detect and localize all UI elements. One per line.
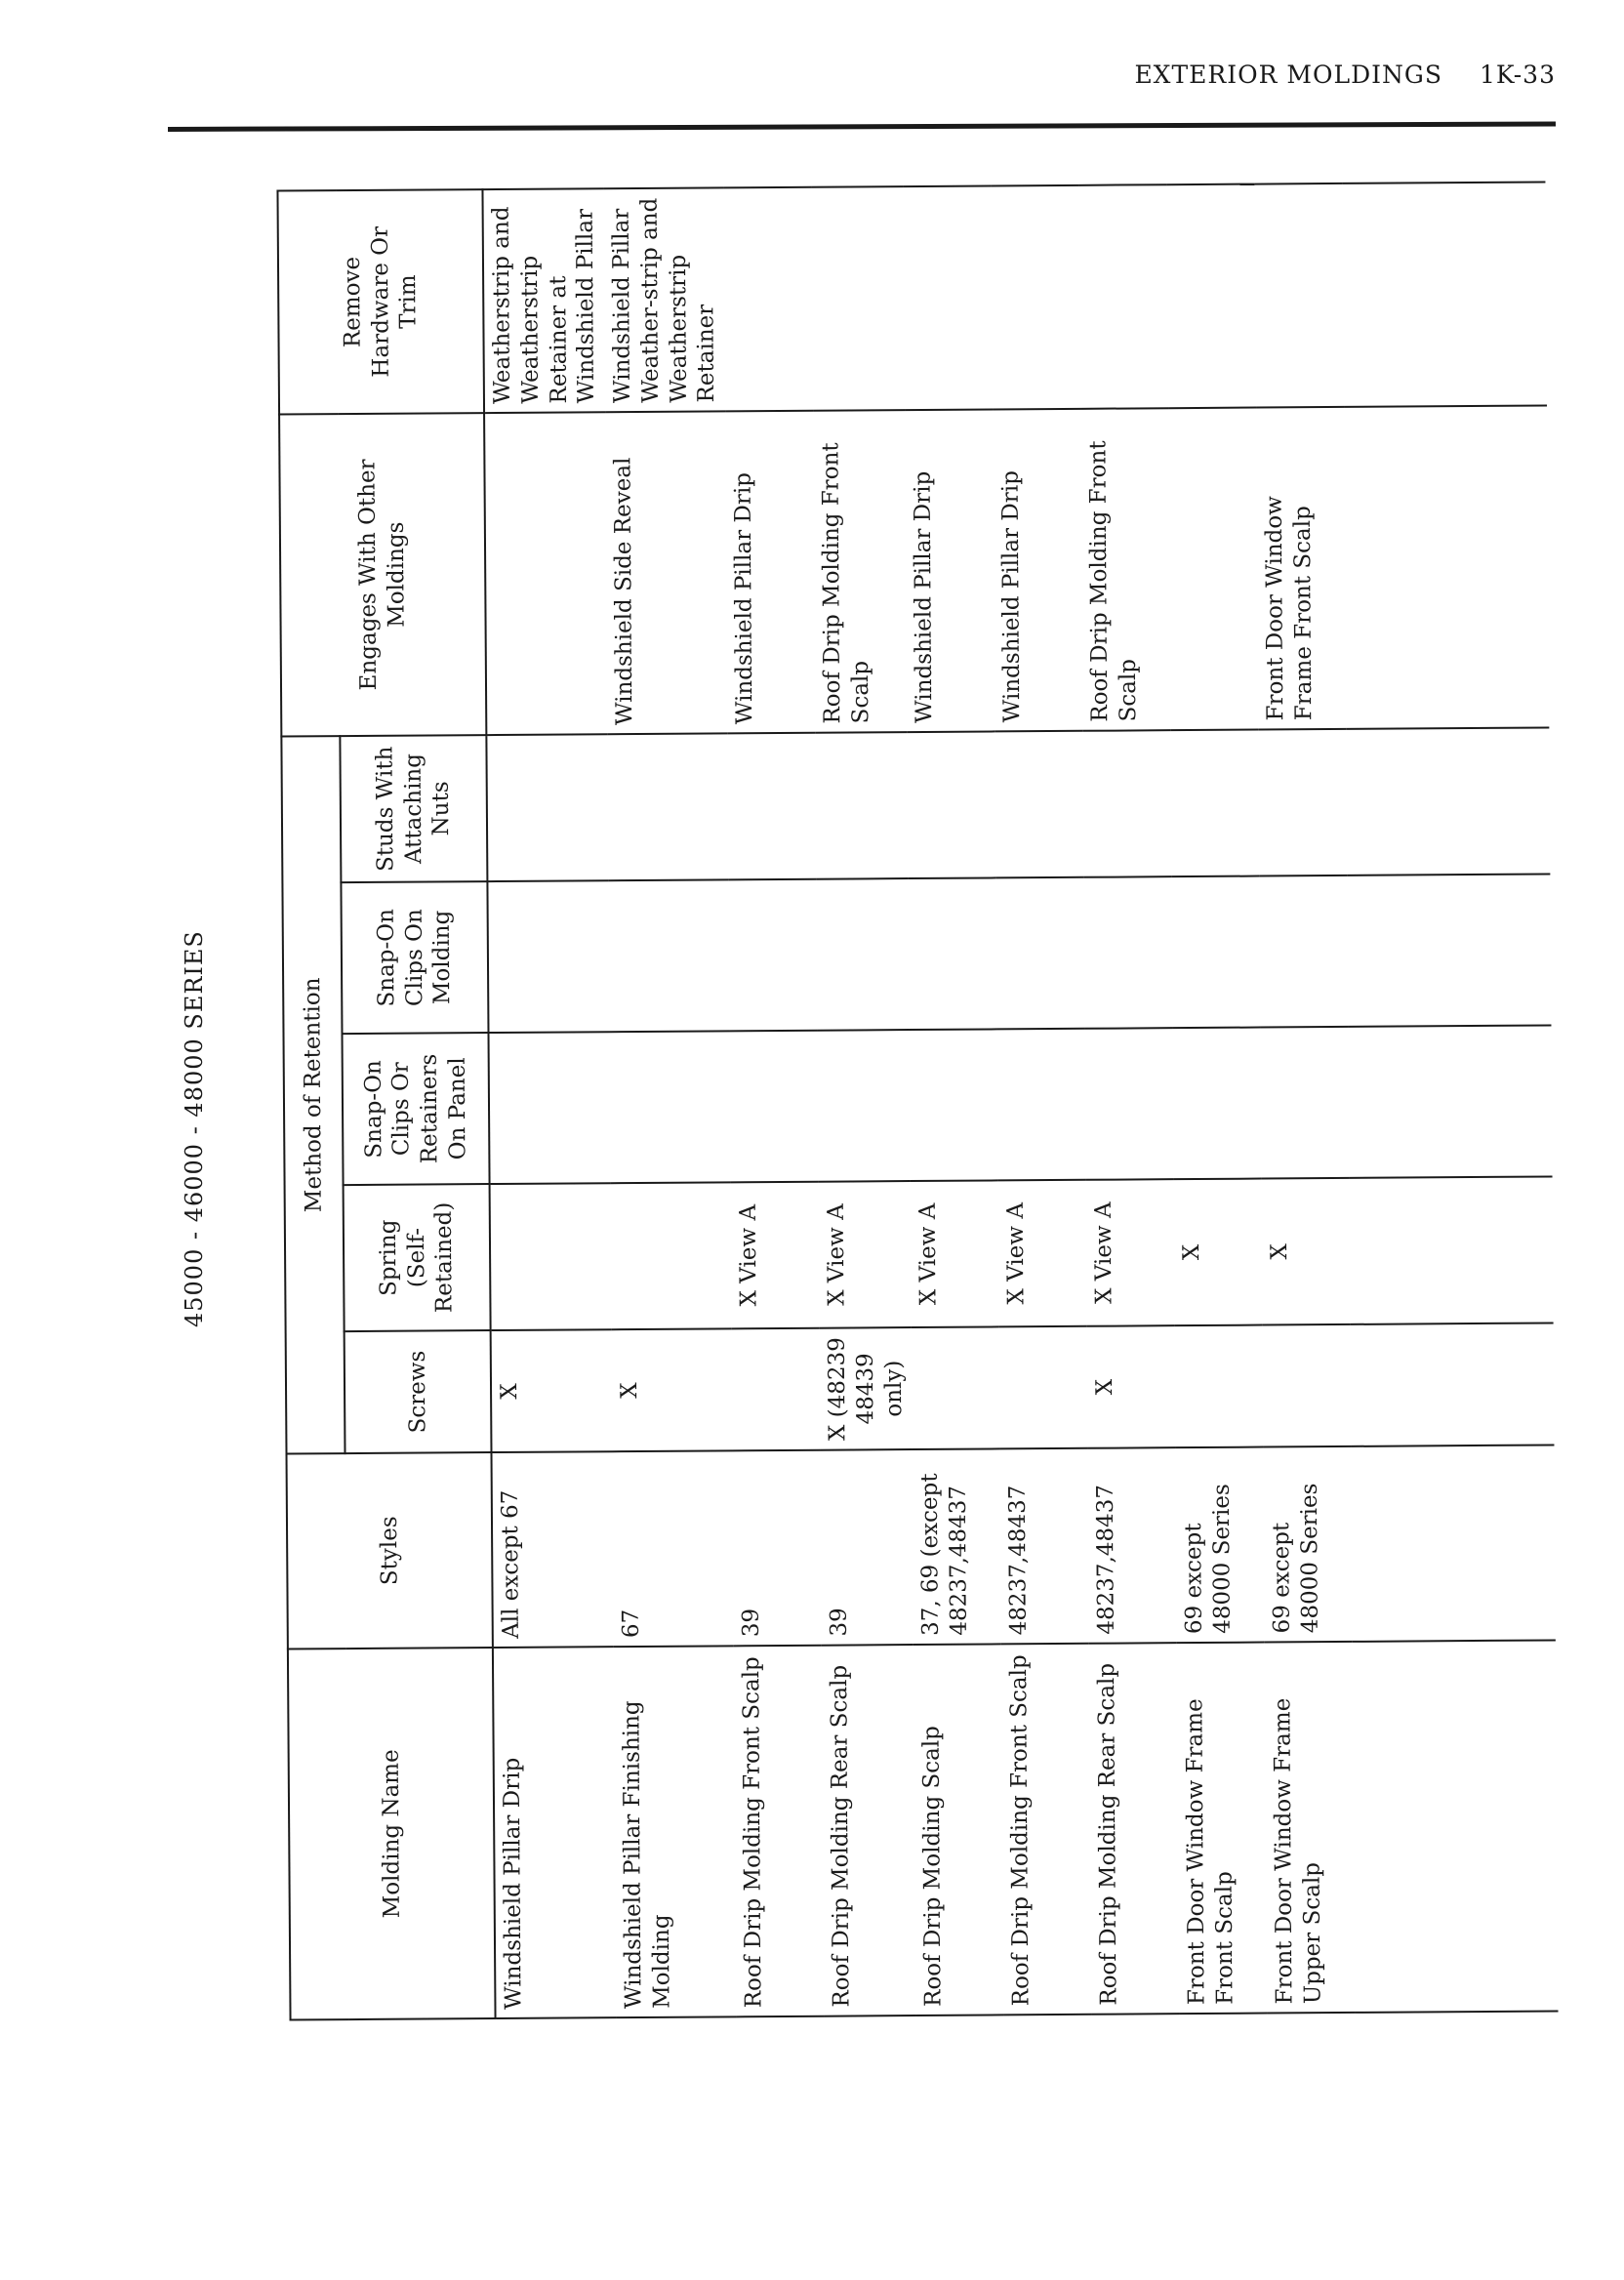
engages-cell: Windshield Pillar Drip	[725, 411, 815, 734]
screws-cell: X	[491, 1329, 613, 1452]
header-rule	[168, 122, 1556, 132]
molding-name: Roof Drip Molding Scalp	[914, 1644, 1004, 2015]
engages-cell: Front Door Window Frame Front Scalp	[1256, 407, 1346, 730]
spring-cell: X View A	[819, 1181, 912, 1328]
spring-cell: X View A	[1086, 1179, 1175, 1326]
spring-cell: X	[1174, 1179, 1263, 1326]
table-row	[603, 187, 736, 2017]
molding-name: Roof Drip Molding Front Scalp	[1001, 1644, 1092, 2015]
studs-cell	[727, 733, 816, 880]
spring-cell: X	[1262, 1178, 1351, 1325]
snap-molding-cell	[487, 880, 609, 1033]
styles-cell: 48237,48437	[1000, 1448, 1089, 1645]
studs-cell	[1171, 730, 1260, 877]
engages-cell	[484, 412, 607, 735]
engages-cell: Windshield Pillar Drip	[993, 409, 1082, 732]
studs-cell	[1259, 729, 1348, 876]
remove-cell	[1167, 184, 1257, 409]
col-remove: Remove Hardware Or Trim	[277, 189, 484, 414]
table-row	[1079, 184, 1180, 2015]
spring-cell: X View A	[911, 1180, 999, 1327]
snap-panel-cell	[609, 1031, 730, 1183]
screws-cell: X	[1087, 1325, 1176, 1448]
remove-cell	[1255, 183, 1345, 408]
studs-cell	[995, 731, 1084, 878]
col-snap-molding: Snap-On Clips On Molding	[341, 881, 488, 1034]
styles-cell: 39	[732, 1450, 821, 1647]
screws-cell	[732, 1328, 821, 1451]
col-method-group: Method of Retention	[281, 736, 345, 1453]
molding-name: Windshield Pillar Finishing Molding	[614, 1646, 737, 2017]
engages-cell: Windshield Pillar Drip	[905, 409, 995, 732]
screws-cell	[1263, 1324, 1352, 1447]
col-spring: Spring (Self-Retained)	[344, 1184, 491, 1331]
spring-cell	[611, 1182, 732, 1329]
snap-molding-cell	[728, 879, 817, 1032]
col-styles: Styles	[287, 1452, 493, 1649]
snap-panel-cell	[1173, 1028, 1262, 1180]
molding-name: Roof Drip Molding Front Scalp	[734, 1646, 825, 2017]
snap-panel-cell	[997, 1029, 1086, 1181]
remove-cell	[1079, 184, 1169, 409]
snap-molding-cell	[1260, 875, 1349, 1028]
engages-cell: Roof Drip Molding Front Scalp	[1080, 408, 1170, 731]
col-snap-panel: Snap-On Clips Or Retainers On Panel	[342, 1033, 489, 1185]
col-engages: Engages With Other Moldings	[279, 413, 486, 736]
table-filler-row	[1343, 182, 1559, 2012]
table-row	[904, 185, 1004, 2015]
page-header	[1134, 61, 1556, 89]
styles-cell: 69 except 48000 Series	[1176, 1447, 1265, 1644]
screws-cell	[1175, 1325, 1264, 1448]
styles-cell: All except 67	[491, 1451, 613, 1648]
col-studs: Studs With Attaching Nuts	[340, 735, 487, 882]
moldings-table	[276, 181, 1558, 2020]
remove-cell	[992, 185, 1081, 410]
remove-cell: Windshield Pillar Weather-strip and Weatherstrip Retainer	[603, 187, 725, 412]
snap-panel-cell	[1085, 1028, 1174, 1180]
molding-name: Windshield Pillar Drip	[493, 1647, 617, 2018]
table-row	[723, 187, 824, 2017]
table-row	[482, 188, 616, 2018]
snap-molding-cell	[1084, 876, 1173, 1029]
remove-cell	[811, 186, 905, 411]
studs-cell	[1083, 730, 1172, 877]
table-row	[1167, 184, 1268, 2015]
snap-panel-cell	[817, 1030, 910, 1182]
snap-panel-cell	[488, 1032, 610, 1184]
engages-cell	[1168, 408, 1258, 731]
table-row	[811, 186, 915, 2016]
styles-cell: 39	[820, 1449, 914, 1646]
col-molding-name: Molding Name	[288, 1648, 496, 2019]
studs-cell	[607, 733, 728, 880]
table-row	[992, 185, 1092, 2015]
page-number: 1K-33	[1479, 61, 1556, 89]
screws-cell: X (48239 48439 only)	[820, 1327, 913, 1450]
snap-panel-cell	[729, 1031, 818, 1183]
studs-cell	[908, 731, 996, 878]
styles-cell: 37, 69 (except 48237,48437	[913, 1448, 1001, 1645]
studs-cell	[815, 732, 908, 879]
header-title: EXTERIOR MOLDINGS	[1134, 61, 1442, 89]
engages-cell: Windshield Side Reveal	[605, 411, 727, 734]
snap-panel-cell	[910, 1029, 998, 1181]
series-label: 45000 - 46000 - 48000 SERIES	[181, 930, 208, 1327]
styles-cell: 69 except 48000 Series	[1264, 1446, 1353, 1643]
table-container	[276, 183, 1558, 2020]
engages-cell: Roof Drip Molding Front Scalp	[813, 410, 908, 733]
spring-cell: X View A	[998, 1180, 1087, 1327]
remove-cell: Weatherstrip and Weatherstrip Retainer at Windshield Pillar	[482, 188, 605, 413]
screws-cell	[912, 1326, 1000, 1449]
snap-molding-cell	[608, 879, 729, 1032]
table-row	[1255, 183, 1356, 2014]
styles-cell: 67	[612, 1450, 733, 1647]
molding-name: Roof Drip Molding Rear Scalp	[822, 1645, 916, 2016]
snap-molding-cell	[816, 878, 909, 1031]
spring-cell: X View A	[731, 1182, 820, 1329]
styles-cell: 48237,48437	[1088, 1447, 1177, 1644]
remove-cell	[904, 185, 994, 410]
studs-cell	[486, 734, 608, 881]
snap-molding-cell	[909, 877, 997, 1030]
spring-cell	[490, 1183, 612, 1330]
snap-molding-cell	[1172, 876, 1261, 1029]
snap-molding-cell	[996, 877, 1085, 1030]
remove-cell	[723, 187, 813, 412]
molding-name: Front Door Window Frame Front Scalp	[1177, 1643, 1268, 2015]
molding-name: Front Door Window Frame Upper Scalp	[1265, 1642, 1356, 2014]
screws-cell	[999, 1326, 1088, 1449]
table-body	[482, 182, 1558, 2018]
snap-panel-cell	[1261, 1027, 1350, 1179]
screws-cell: X	[612, 1328, 733, 1451]
col-screws: Screws	[345, 1330, 492, 1453]
molding-name: Roof Drip Molding Rear Scalp	[1089, 1643, 1180, 2015]
